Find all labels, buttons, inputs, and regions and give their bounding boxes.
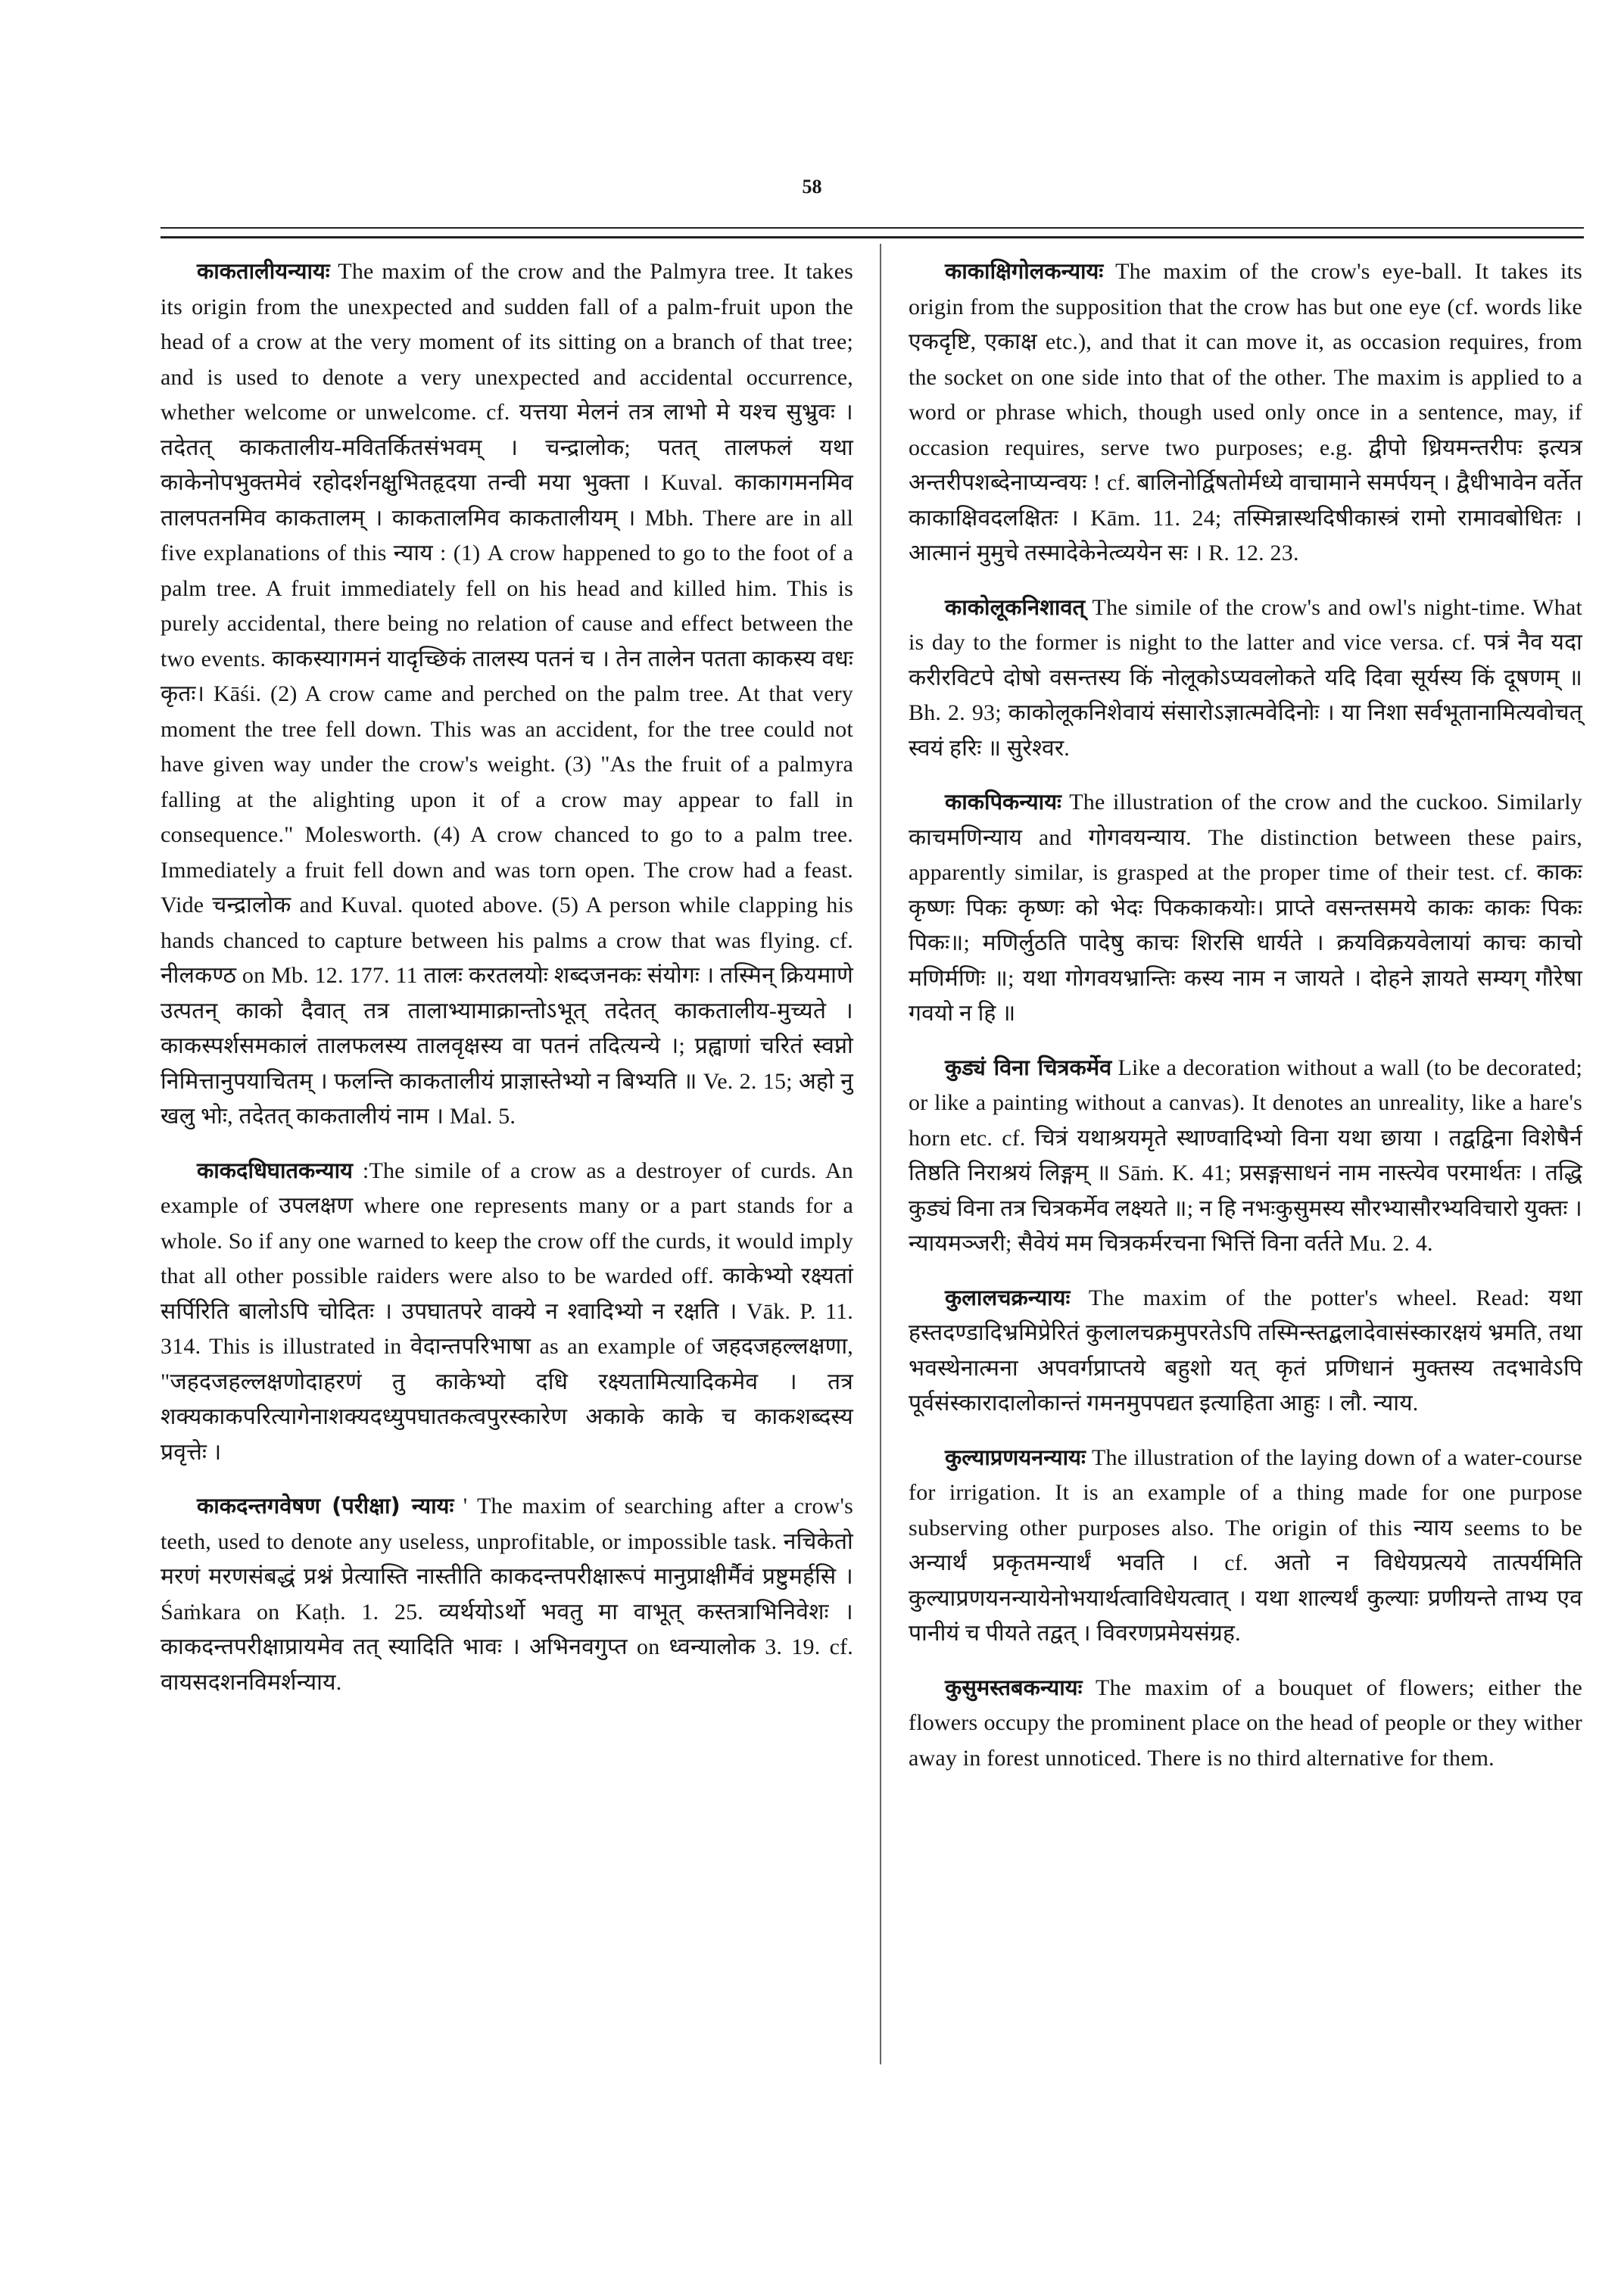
- entry-headword: काकदन्तगवेषण (परीक्षा) न्यायः: [197, 1493, 454, 1519]
- entry-text: The maxim of a bouquet of flowers; either the flowers occupy the prominent place on the head of people or they wither away in forest unnoticed. There is no third alternative for them.: [909, 1675, 1583, 1771]
- entry-text: The maxim of the potter's wheel. Read: यथा हस्तदण्डादिभ्रमिप्रेरितं कुलालचक्रमुपरतेऽपि तस्मिन्स्तद्बलादेवासंस्कारक्षयं भ्रमति, तथा भवस्थेनात्मना अपवर्गप्राप्तये बहुशो यत् कृतं प्रणिधानं मुक्तस्य तदभावेऽपि पूर्वसंस्कारादालोकान्तं गमनमुपपद्यत इत्याहिता आहुः । लौ. न्याय.: [909, 1285, 1582, 1416]
- entry-kakakshigolaka: [909, 254, 1582, 572]
- entry-headword: कुलालचक्रन्यायः: [945, 1284, 1071, 1310]
- entry-headword: काकतालीयन्यायः: [197, 258, 330, 284]
- entry-kusumastabaka: [909, 1670, 1582, 1777]
- entry-kudyam-vina: [909, 1050, 1582, 1262]
- entry-text: :The simile of a crow as a destroyer of curds. An example of उपलक्षण where one represents many or a part stands for a whole. So if any one warned to keep the crow off the curds, it would imply that all other possible raiders were also to be warded off. काकेभ्यो रक्ष्यतां सर्पिरिति बालोऽपि चोदितः । उपघातपरे वाक्ये न श्वादिभ्यो न रक्षति । Vāk. P. 11. 314. This is illustrated in वेदान्तपरिभाषा as an example of जहदजहल्लक्षणा, "जहदजहल्लक्षणोदाहरणं तु काकेभ्यो दधि रक्ष्यतामित्यादिकमेव । तत्र शक्यकाकपरित्यागेनाशक्यदध्युपघातकत्वपुरस्कारेण अकाके काके च काकशब्दस्य प्रवृत्तेः ।: [161, 1157, 853, 1465]
- entry-kakapika: [909, 784, 1582, 1032]
- entry-headword: कुसुमस्तबकन्यायः: [945, 1674, 1083, 1700]
- right-column: [909, 254, 1582, 1794]
- entry-text: The maxim of the crow and the Palmyra tree. It takes its origin from the unexpected and sudden fall of a palm-fruit upon the head of a crow at the very moment of its sitting on a branch of that tree; and is used to denote a very unexpected and accidental occurrence, whether welcome or unwelcome. cf. यत्तया मेलनं तत्र लाभो मे यश्च सुभ्रुवः । तदेतत् काकतालीय-मवितर्कितसंभवम् । चन्द्रालोक; पतत् तालफलं यथा काकेनोपभुक्तमेवं रहोदर्शनक्षुभितहृदया तन्वी मया भुक्ता । Kuval. काकागमनमिव तालपतनमिव काकतालम् । काकतालमिव काकतालीयम् । Mbh. There are in all five explanations of this न्याय : (1) A crow happened to go to the foot of a palm tree. A fruit immediately fell on his head and killed him. This is purely accidental, there being no relation of cause and effect between the two events. काकस्यागमनं यादृच्छिकं तालस्य पतनं च । तेन तालेन पतता काकस्य वधः कृतः। Kāśi. (2) A crow came and perched on the palm tree. At that very moment the tree fell down. This was an accident, for the tree could not have given way under the crow's weight. (3) "As the fruit of a palmyra falling at the alighting upon it of a crow may appear to fall in consequence." Molesworth. (4) A crow chanced to go to a palm tree. Immediately a fruit fell down and was torn open. The crow had a feast. Vide चन्द्रालोक and Kuval. quoted above. (5) A person while clapping his hands chanced to capture between his palms a crow that was flying. cf. नीलकण्ठ on Mb. 12. 177. 11 तालः करतलयोः शब्दजनकः संयोगः । तस्मिन् क्रियमाणे उत्पतन् काको दैवात् तत्र तालाभ्यामाक्रान्तोऽभूत् तदेतत् काकतालीय-मुच्यते । काकस्पर्शसमकालं तालफलस्य तालवृक्षस्य वा पतनं तदित्यन्ये ।; प्रह्वाणां चरितं स्वप्नो निमित्तानुपयाचितम् । फलन्ति काकतालीयं प्राज्ञास्तेभ्यो न बिभ्यति ॥ Ve. 2. 15; अहो नु खलु भोः, तदेतत् काकतालीयं नाम । Mal. 5.: [161, 259, 853, 1129]
- entry-text: The simile of the crow's and owl's night-time. What is day to the former is night to the latter and vice versa. cf. पत्रं नैव यदा करीरविटपे दोषो वसन्तस्य किं नोलूकोऽप्यवलोकते यदि दिवा सूर्यस्य किं दूषणम् ॥ Bh. 2. 93; काकोलूकनिशेवायं संसारोऽज्ञात्मवेदिनोः । या निशा सर्वभूतानामित्यवोचत् स्वयं हरिः ॥ सुरेश्वर.: [909, 594, 1583, 761]
- entry-kakadadhighataka: [161, 1153, 853, 1471]
- entry-kulyapranayana: [909, 1440, 1582, 1652]
- entry-kulalachakra: [909, 1280, 1582, 1422]
- header-rule-thick: [161, 236, 1584, 238]
- entry-kakataliya: [161, 254, 853, 1135]
- entry-headword: काकपिकन्यायः: [945, 789, 1061, 815]
- left-column: [161, 254, 853, 1718]
- header-rule-thin: [161, 227, 1584, 229]
- entry-kakolukanishavat: [909, 590, 1582, 767]
- entry-headword: काकोलूकनिशावत्: [945, 594, 1085, 620]
- entry-text: The maxim of the crow's eye-ball. It takes its origin from the supposition that the crow has but one eye (cf. words like एकदृष्टि, एकाक्ष etc.), and that it can move it, as occasion requires, from the socket on one side into that of the other. The maxim is applied to a word or phrase which, though used only once in a sentence, may, if occasion requires, serve two purposes; e.g. द्वीपो ध्रियमन्तरीपः इत्यत्र अन्तरीपशब्देनाप्यन्वयः ! cf. बालिनोर्द्विषतोर्मध्ये वाचामाने समर्पयन् । द्वैधीभावेन वर्तेत काकाक्षिवदलक्षितः । Kām. 11. 24; तस्मिन्नास्थदिषीकास्त्रं रामो रामावबोधितः । आत्मानं मुमुचे तस्मादेकेनेत्व्ययेन सः । R. 12. 23.: [909, 259, 1582, 565]
- entry-kakadantagaveshana: [161, 1488, 853, 1700]
- entry-headword: कुड्यं विना चित्रकर्मेव: [945, 1054, 1112, 1080]
- entry-text: The illustration of the laying down of a water-course for irrigation. It is an example of a thing made for one purpose subserving other purposes also. The origin of this न्याय seems to be अन्यार्थं प्रकृतमन्यार्थं भवति । cf. अतो न विधेयप्रत्यये तात्पर्यमिति कुल्याप्रणयनन्यायेनोभयार्थत्वाविधेयत्वात् । यथा शाल्यर्थं कुल्याः प्रणीयन्ते ताभ्य एव पानीयं च पीयते तद्वत् । विवरणप्रमेयसंग्रह.: [909, 1444, 1583, 1646]
- page-number: 58: [802, 176, 822, 198]
- entry-headword: काकाक्षिगोलकन्यायः: [945, 258, 1104, 284]
- entry-text: Like a decoration without a wall (to be decorated; or like a painting without a canvas). It denotes an unreality, like a hare's horn etc. cf. चित्रं यथाश्रयमृते स्थाण्वादिभ्यो विना यथा छाया । तद्वद्विना विशेषैर्न तिष्ठति निराश्रयं लिङ्गम् ॥ Sāṁ. K. 41; प्रसङ्गसाधनं नाम नास्त्येव परमार्थतः । तद्धि कुड्यं विना तत्र चित्रकर्मेव लक्ष्यते ॥; न हि नभःकुसुमस्य सौरभ्यासौरभ्यविचारो युक्तः । न्यायमञ्जरी; सैवेयं मम चित्रकर्मरचना भित्तिं विना वर्तते Mu. 2. 4.: [909, 1055, 1582, 1256]
- entry-headword: कुल्याप्रणयनन्यायः: [945, 1444, 1086, 1470]
- entry-headword: काकदधिघातकन्याय: [197, 1157, 353, 1183]
- entry-text: The illustration of the crow and the cuckoo. Similarly काचमणिन्याय and गोगवयन्याय. The distinction between these pairs, apparently similar, is grasped at the proper time of their test. cf. काकः कृष्णः पिकः कृष्णः को भेदः पिककाकयोः। प्राप्ते वसन्तसमये काकः काकः पिकः पिकः॥; मणिर्लुठति पादेषु काचः शिरसि धार्यते । क्रयविक्रयवेलायां काचः काचो मणिर्मणिः ॥; यथा गोगवयभ्रान्तिः कस्य नाम न जायते । दोहने ज्ञायते सम्यग् गौरेषा गवयो न हि ॥: [909, 790, 1582, 1026]
- entry-text: ' The maxim of searching after a crow's teeth, used to denote any useless, unprofitable, or impossible task. नचिकेतो मरणं मरणसंबद्धं प्रश्नं प्रेत्यास्ति नास्तीति काकदन्तपरीक्षारूपं मानुप्राक्षीर्मैवं प्रष्टुमर्हसि । Śaṁkara on Kaṭh. 1. 25. व्यर्थयोऽर्थो भवतु मा वाभूत् कस्तत्राभिनिवेशः । काकदन्तपरीक्षाप्रायमेव तत् स्यादिति भावः । अभिनवगुप्त on ध्वन्यालोक 3. 19. cf. वायसदशनविमर्शन्याय.: [161, 1494, 853, 1695]
- column-divider: [880, 244, 881, 2064]
